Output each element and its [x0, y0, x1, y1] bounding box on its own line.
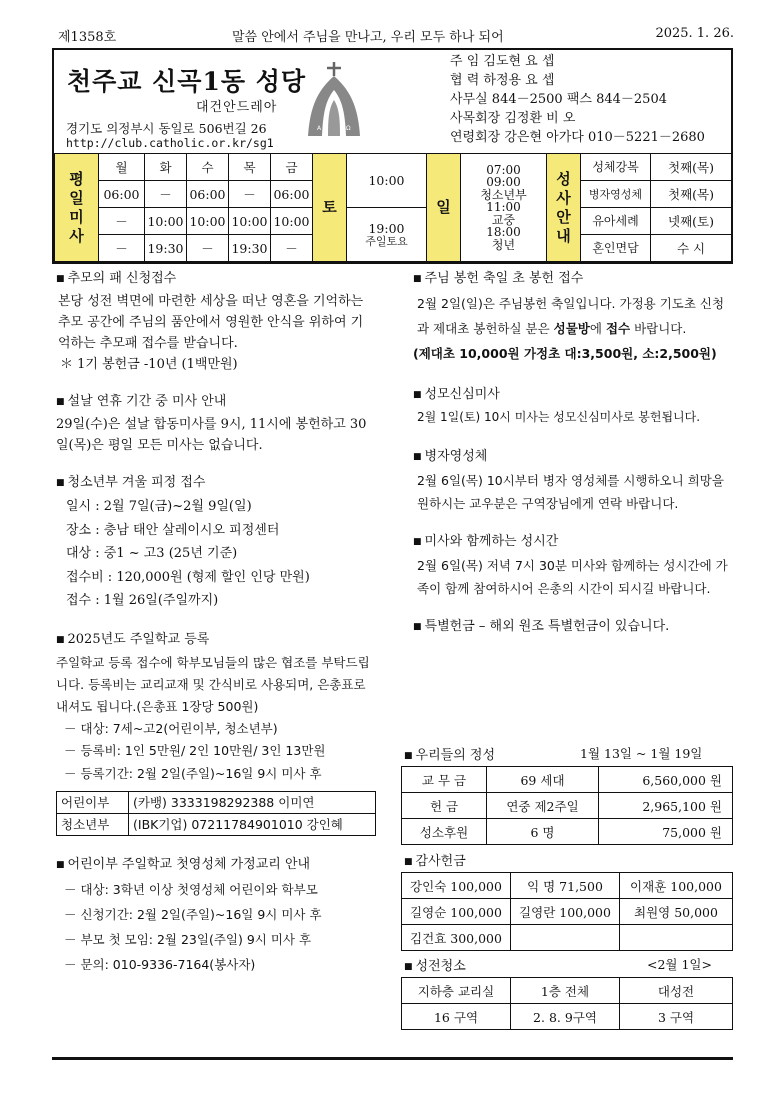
section-body: 2월 6일(목) 저녁 7시 30분 미사와 함께하는 성시간에 가족이 함께 참여하시어 은총의 시간이 되시길 바랍니다.	[417, 558, 728, 596]
saturday-morning-time: 10:00	[347, 154, 427, 208]
donor: 이재훈 100,000	[620, 873, 733, 899]
section-body: 29일(수)은 설날 합동미사를 9시, 11시에 봉헌하고 30일(목)은 평일 모든 미사는 없습니다.	[56, 417, 367, 453]
section-body: 본당 성전 벽면에 마련한 세상을 떠난 영혼을 기억하는 추모 공간에 주님의 품안에서 영원한 안식을 위하여 기억하는 추모패 접수를 받습니다.	[58, 294, 364, 351]
cleaning-group: 3 구역	[620, 1004, 733, 1030]
bank-account-table	[56, 791, 376, 836]
communion-meeting: － 부모 첫 모임: 2월 23일(주일) 9시 미사 후	[64, 932, 312, 947]
registration-fee: － 등록비: 1인 5만원/ 2인 10만원/ 3인 13만원	[64, 743, 326, 758]
offering-count: 6 명	[487, 819, 599, 845]
thanks-table	[401, 872, 733, 951]
section-body: 2월 1일(토) 10시 미사는 성모신심미사로 봉헌됩니다.	[417, 410, 701, 424]
cleaning-area: 1층 전체	[511, 978, 620, 1004]
offering-amount: 75,000 원	[599, 819, 733, 845]
saturday-evening-time: 19:00 주일토요	[347, 208, 427, 262]
donor: 길영순 100,000	[402, 899, 511, 925]
section-body: 2월 6일(목) 10시부터 병자 영성체를 시행하오니 희망을 원하시는 교우분은 구역장님에게 연락 바랍니다.	[417, 473, 724, 511]
issue-number: 제1358호	[58, 30, 117, 45]
section-title: ■ 병자영성체	[413, 446, 735, 469]
cleaning-area: 대성전	[620, 978, 733, 1004]
sunday-times: 07:00 09:00 청소년부 11:00 교중 18:00 청년	[461, 154, 547, 262]
section-title: ■ 미사와 함께하는 성시간	[413, 531, 735, 554]
mass-time: 06:00	[187, 181, 229, 208]
sacrament-name: 혼인면담	[581, 235, 651, 262]
staff-council: 사목회장 김정환 비 오	[450, 111, 576, 126]
sacrament-time: 수 시	[651, 235, 732, 262]
sacrament-name: 병자영성체	[581, 181, 651, 208]
retreat-fee: 접수비 : 120,000원 (형제 할인 인당 만원)	[66, 569, 310, 585]
mass-time: －	[145, 181, 187, 208]
offering-amount: 6,560,000 원	[599, 767, 733, 793]
offerings-title: ■ 우리들의 정성	[404, 744, 495, 763]
offerings-period: 1월 13일 ~ 1월 19일	[580, 746, 703, 761]
account-owner: 청소년부	[57, 814, 129, 836]
offering-type: 교 무 금	[402, 767, 487, 793]
mass-time: 06:00	[99, 181, 145, 208]
mass-time: －	[271, 235, 313, 262]
account-owner: 어린이부	[57, 792, 129, 814]
sacrament-name: 성체강복	[581, 154, 651, 181]
staff-pastor: 주 임 김도현 요 셉	[450, 54, 555, 69]
day-header: 화	[145, 154, 187, 181]
cleaning-group: 2. 8. 9구역	[511, 1004, 620, 1030]
section-note: ＊ 1기 봉헌금 -10년 (1백만원)	[60, 357, 238, 372]
parish-patron: 대건안드레아	[196, 100, 278, 115]
motto: 말씀 안에서 주님을 만나고, 우리 모두 하나 되어	[232, 30, 504, 45]
parish-address: 경기도 의정부시 동일로 506번길 26	[66, 121, 267, 136]
thanks-title: ■ 감사헌금	[404, 850, 466, 869]
mass-time: 19:30	[145, 235, 187, 262]
mass-schedule-table	[54, 153, 732, 262]
mass-time: 10:00	[187, 208, 229, 235]
cleaning-area: 지하층 교리실	[402, 978, 511, 1004]
sacrament-time: 첫째(목)	[651, 154, 732, 181]
donor: 최원영 50,000	[620, 899, 733, 925]
offering-amount: 2,965,100 원	[599, 793, 733, 819]
mass-time: 06:00	[271, 181, 313, 208]
parish-title: 천주교 신곡1동 성당	[67, 67, 307, 96]
section-title: ■ 주님 봉헌 축일 초 봉헌 접수	[413, 268, 735, 291]
section-title: ■ 청소년부 겨울 피정 접수	[56, 472, 374, 495]
communion-period: － 신청기간: 2월 2일(주일)~16일 9시 미사 후	[64, 907, 322, 922]
saturday-label: 토	[313, 154, 347, 262]
donor	[511, 925, 620, 951]
mass-time: 10:00	[229, 208, 271, 235]
sacrament-guide-label: 성 사 안 내	[547, 154, 581, 262]
mass-time: 19:30	[229, 235, 271, 262]
cleaning-table	[401, 977, 733, 1030]
issue-date: 2025. 1. 26.	[655, 26, 734, 41]
mass-time: －	[99, 235, 145, 262]
header-box	[52, 48, 733, 264]
church-logo-icon	[306, 60, 362, 138]
account-number: (카뱅) 3333198292388 이미연	[129, 792, 376, 814]
left-column	[56, 268, 374, 977]
mass-time: 10:00	[145, 208, 187, 235]
cleaning-title: ■ 성전청소	[404, 955, 466, 974]
right-column	[413, 268, 735, 639]
masthead-line	[58, 26, 734, 44]
retreat-target: 대상 : 중1 ~ 고3 (25년 기준)	[66, 546, 238, 561]
donor: 길영란 100,000	[511, 899, 620, 925]
weekday-mass-label: 평 일 미 사	[55, 154, 99, 262]
offering-type: 헌 금	[402, 793, 487, 819]
section-body: 2월 2일(일)은 주님봉헌 축일입니다. 가정용 기도초 신청과 제대초 봉헌하실 분은 성물방에 접수 바랍니다.	[417, 296, 725, 336]
svg-text:A: A	[317, 125, 322, 132]
section-title: ■ 2025년도 주일학교 등록	[56, 629, 374, 652]
staff-assistant: 협 력 하정용 요 셉	[450, 73, 555, 88]
cleaning-date: <2월 1일>	[647, 957, 712, 972]
mass-time: 10:00	[271, 208, 313, 235]
section-title: ■ 추모의 패 신청접수	[56, 268, 374, 291]
offerings-table	[401, 766, 733, 845]
section-title: ■ 특별헌금 – 해외 원조 특별헌금이 있습니다.	[413, 616, 735, 639]
staff-office: 사무실 844－2500 팩스 844－2504	[450, 92, 667, 107]
sunday-label: 일	[427, 154, 461, 262]
parish-website-link[interactable]: http://club.catholic.or.kr/sg1	[66, 136, 274, 150]
donor: 강인숙 100,000	[402, 873, 511, 899]
donor: 익 명 71,500	[511, 873, 620, 899]
communion-target: － 대상: 3학년 이상 첫영성체 어린이와 학부모	[64, 882, 318, 897]
mass-time: －	[229, 181, 271, 208]
retreat-date: 일시 : 2월 7일(금)~2월 9일(일)	[66, 499, 252, 514]
section-body: 주일학교 등록 접수에 학부모님들의 많은 협조를 부탁드립니다. 등록비는 교리교재 및 간식비로 사용되며, 은총표로 내셔도 됩니다.(은총표 1장당 500원)	[56, 654, 370, 714]
staff-memorial: 연령회장 강은현 아가다 010－5221－2680	[450, 130, 705, 145]
day-header: 금	[271, 154, 313, 181]
section-title: ■ 어린이부 주일학교 첫영성체 가정교리 안내	[56, 854, 374, 877]
donor	[620, 925, 733, 951]
communion-contact: － 문의: 010-9336-7164(봉사자)	[64, 957, 256, 972]
svg-text:Ω: Ω	[346, 125, 351, 132]
bottom-divider	[52, 1057, 733, 1060]
day-header: 수	[187, 154, 229, 181]
sacrament-time: 첫째(목)	[651, 181, 732, 208]
mass-time: －	[99, 208, 145, 235]
offering-count: 69 세대	[487, 767, 599, 793]
candle-prices: (제대초 10,000원 가정초 대:3,500원, 소:2,500원)	[413, 346, 717, 361]
mass-time: －	[187, 235, 229, 262]
retreat-deadline: 접수 : 1월 26일(주일까지)	[66, 593, 219, 608]
staff-list	[450, 52, 735, 147]
day-header: 목	[229, 154, 271, 181]
day-header: 월	[99, 154, 145, 181]
registration-period: － 등록기간: 2월 2일(주일)~16일 9시 미사 후	[64, 765, 322, 781]
offering-count: 연중 제2주일	[487, 793, 599, 819]
offering-type: 성소후원	[402, 819, 487, 845]
sacrament-name: 유아세례	[581, 208, 651, 235]
registration-target: － 대상: 7세~고2(어린이부, 청소년부)	[64, 720, 278, 736]
donor: 김건효 300,000	[402, 925, 511, 951]
sacrament-time: 넷째(토)	[651, 208, 732, 235]
retreat-place: 장소 : 충남 태안 살레이시오 피정센터	[66, 522, 280, 538]
section-title: ■ 성모신심미사	[413, 384, 735, 407]
section-title: ■ 설날 연휴 기간 중 미사 안내	[56, 391, 374, 414]
account-number: (IBK기업) 07211784901010 강인혜	[129, 814, 376, 836]
cleaning-group: 16 구역	[402, 1004, 511, 1030]
